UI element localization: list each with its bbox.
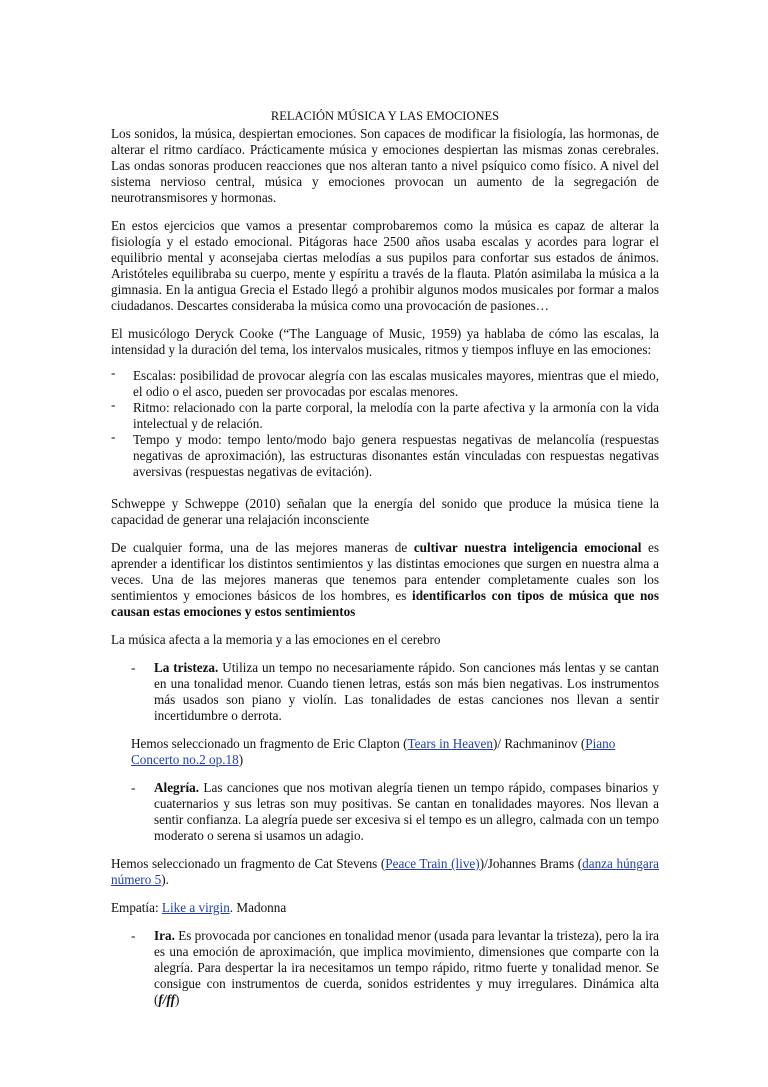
text-run: )/Johannes Brams ( [479,856,583,871]
text-run: ). [161,872,169,887]
selection-paragraph [111,856,659,888]
emotion-text: Las canciones que nos motivan alegría tienen un tempo rápido, compases binarios y cuaternarios y sus letras son muy positivas. Se cantan en tonalidades mayores. Nos llevan a sentir confianza. La alegría puede ser excesiva si el tempo es un allegro, calmada con un tempo moderato o serena si usamos un adagio. [154,780,659,843]
text-run: De cualquier forma, una de las mejores maneras de [111,540,414,555]
list-item-text: Ritmo: relacionado con la parte corporal, la melodía con la parte afectiva y la armonía con la vida intelectual y de relación. [133,400,659,431]
list-item [111,429,659,480]
link-tears-in-heaven[interactable]: Tears in Heaven [407,736,493,751]
dash-bullet: - [131,928,136,943]
link-danza-hungara[interactable]: danza húngara número 5 [111,856,659,887]
emotion-text: Utiliza un tempo no necesariamente rápido. Son canciones más lentas y se cantan en una tonalidad menor. Cuando tienen letras, estás son más bien negativas. Los instrumentos más usados son piano y violín. Las tonalidades de estas canciones nos llevan a sentir incertidumbre o derrota. [154,660,660,723]
list-item-text: Tempo y modo: tempo lento/modo bajo genera respuestas negativas de melancolía (respuestas negativas de aproximación), las estructuras disonantes están vinculadas con respuestas negativas aversivas (respuestas negativas de evitación). [133,432,659,479]
cooke-list [111,365,659,480]
emotion-text: Es provocada por canciones en tonalidad menor (usada para levantar la tristeza), pero la ira es una emoción de aproximación, que implica movimiento, dimensiones que comparte con la alegría. Para despertar la ira necesitamos un tempo rápido, ritmo fuerte y tonalidad menor. Se consigue con instrumentos de cuerda, sonidos estridentes y muy irregulares. Dinámica alta ( [154,928,659,1007]
paragraph-memory: La música afecta a la memoria y a las emociones en el cerebro [111,632,441,647]
text-run: Empatía: [111,900,162,915]
link-piano-concerto[interactable]: Piano Concerto no.2 op.18 [131,736,616,767]
dash-bullet: - [131,780,136,795]
text-run: Hemos seleccionado un fragmento de Cat Stevens ( [111,856,386,871]
list-item [111,928,659,1008]
dash-bullet: - [131,660,136,675]
emotion-list-tristeza [111,660,659,724]
list-item [111,397,659,432]
text-run: ) [238,752,244,767]
dynamic-marking: f/ff [158,992,176,1007]
emotion-label: Ira. [154,928,175,943]
link-like-a-virgin[interactable]: Like a virgin [161,900,230,915]
paragraph-intro: Los sonidos, la música, despiertan emociones. Son capaces de modificar la fisiología, las hormonas, de alterar el ritmo cardíaco. Prácticamente música y emociones despiertan las mismas zonas cerebrales. Las ondas sonoras producen reacciones que nos alteran tanto a nivel psíquico como físico. A nivel del sistema nervioso central, música y emociones provocan un aumento de la segregación de neurotransmisores y hormonas. [111,126,659,205]
emotion-label: La tristeza. [154,660,219,675]
text-run: . Madonna [229,900,287,915]
list-item-text: Escalas: posibilidad de provocar alegría con las escalas musicales mayores, mientras que el miedo, el odio o el asco, pueden ser provocadas por escalas menores. [133,368,659,399]
dash-bullet: - [111,397,116,412]
selection-paragraph [111,736,659,768]
link-peace-train[interactable]: Peace Train (live) [385,856,480,871]
paragraph-history: En estos ejercicios que vamos a presentar comprobaremos como la música es capaz de alterar la fisiología y el estado emocional. Pitágoras hace 2500 años usaba escalas y acordes para lograr el equilibrio mental y aconsejaba ciertas melodías a sus pupilos para confortar sus estados de ánimos. Aristóteles equilibraba su cuerpo, mente y espíritu a través de la flauta. Platón asimilaba la música a la gimnasia. En la antigua Grecia el Estado llegó a prohibir algunos modos musicales por formar a malos ciudadanos. Descartes consideraba la música como una provocación de pasiones… [111,218,659,313]
dash-bullet: - [111,429,116,444]
list-item [111,660,659,724]
document-body [111,108,659,1008]
bold-phrase: identificarlos con tipos de música que nos causan estas emociones y estos sentimientos [111,588,660,619]
list-item [111,365,659,400]
emotion-label: Alegría. [154,780,200,795]
paragraph-emotional-intelligence [111,540,659,620]
text-run: ) [175,992,180,1007]
emotion-list-alegria [111,780,659,844]
dash-bullet: - [111,365,116,380]
text-run: es aprender a identificar los distintos sentimientos y las distintas emociones que surgen en nuestra alma a veces. Una de las mejores maneras que tenemos para entender completamente cuales son los sentimientos y emociones básicos de los hombres, es [111,540,659,603]
emotion-list-ira [111,928,659,1008]
paragraph-schweppe: Schweppe y Schweppe (2010) señalan que la energía del sonido que produce la música tiene la capacidad de generar una relajación inconsciente [111,496,659,527]
paragraph-cooke: El musicólogo Deryck Cooke (“The Language of Music, 1959) ya hablaba de cómo las escalas, la intensidad y la duración del tema, los intervalos musicales, ritmos y tiempos influye en las emociones: [111,326,659,357]
list-item [111,780,659,844]
empatia-paragraph [111,900,659,916]
page-title: RELACIÓN MÚSICA Y LAS EMOCIONES [270,109,500,123]
text-run: )/ Rachmaninov ( [492,736,586,751]
text-run: Hemos seleccionado un fragmento de Eric Clapton ( [131,736,408,751]
bold-phrase: cultivar nuestra inteligencia emocional [413,540,642,555]
